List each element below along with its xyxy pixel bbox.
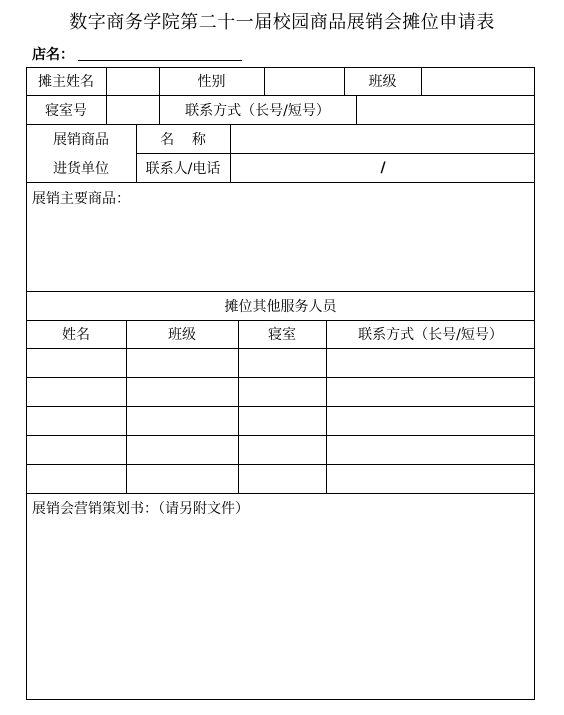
staff-section-header: 摊位其他服务人员 xyxy=(224,298,337,315)
goods-name-label: 名 称 xyxy=(160,131,206,148)
staff-col-dorm: 寝室 xyxy=(268,327,296,343)
row-divider xyxy=(26,182,535,183)
table-row[interactable] xyxy=(27,349,534,377)
main-goods-label: 展销主要商品： xyxy=(32,191,130,207)
stall-owner-field[interactable] xyxy=(107,67,159,95)
staff-col-contact: 联系方式（长号/短号） xyxy=(358,327,503,343)
shop-name-field[interactable] xyxy=(78,60,242,61)
contact-field[interactable] xyxy=(357,95,535,124)
class-label: 班级 xyxy=(368,74,397,90)
table-row[interactable] xyxy=(27,465,534,493)
table-row[interactable] xyxy=(27,407,534,435)
supplier-contact-label: 联系人/电话 xyxy=(145,160,221,177)
form-title: 数字商务学院第二十一届校园商品展销会摊位申请表 xyxy=(69,12,495,33)
shop-name-label: 店名： xyxy=(32,47,74,63)
goods-name-field[interactable] xyxy=(231,124,535,153)
supplier-contact-field[interactable]: / xyxy=(380,159,386,176)
table-row[interactable] xyxy=(27,436,534,464)
class-field[interactable] xyxy=(422,67,535,95)
contact-label: 联系方式（长号/短号） xyxy=(185,102,330,119)
row-divider xyxy=(26,493,535,494)
stall-owner-label: 摊主姓名 xyxy=(38,74,94,90)
supplier-label: 进货单位 xyxy=(53,160,109,177)
gender-field[interactable] xyxy=(265,67,344,95)
marketing-plan-field[interactable] xyxy=(27,518,534,698)
main-goods-field[interactable] xyxy=(27,208,534,290)
marketing-plan-label: 展销会营销策划书：（请另附文件） xyxy=(32,501,249,517)
goods-label: 展销商品 xyxy=(53,131,109,148)
dorm-field[interactable] xyxy=(107,95,159,124)
staff-col-name: 姓名 xyxy=(62,327,90,343)
staff-col-class: 班级 xyxy=(168,327,196,343)
table-row[interactable] xyxy=(27,378,534,406)
gender-label: 性别 xyxy=(197,74,226,90)
dorm-label: 寝室号 xyxy=(45,102,87,119)
